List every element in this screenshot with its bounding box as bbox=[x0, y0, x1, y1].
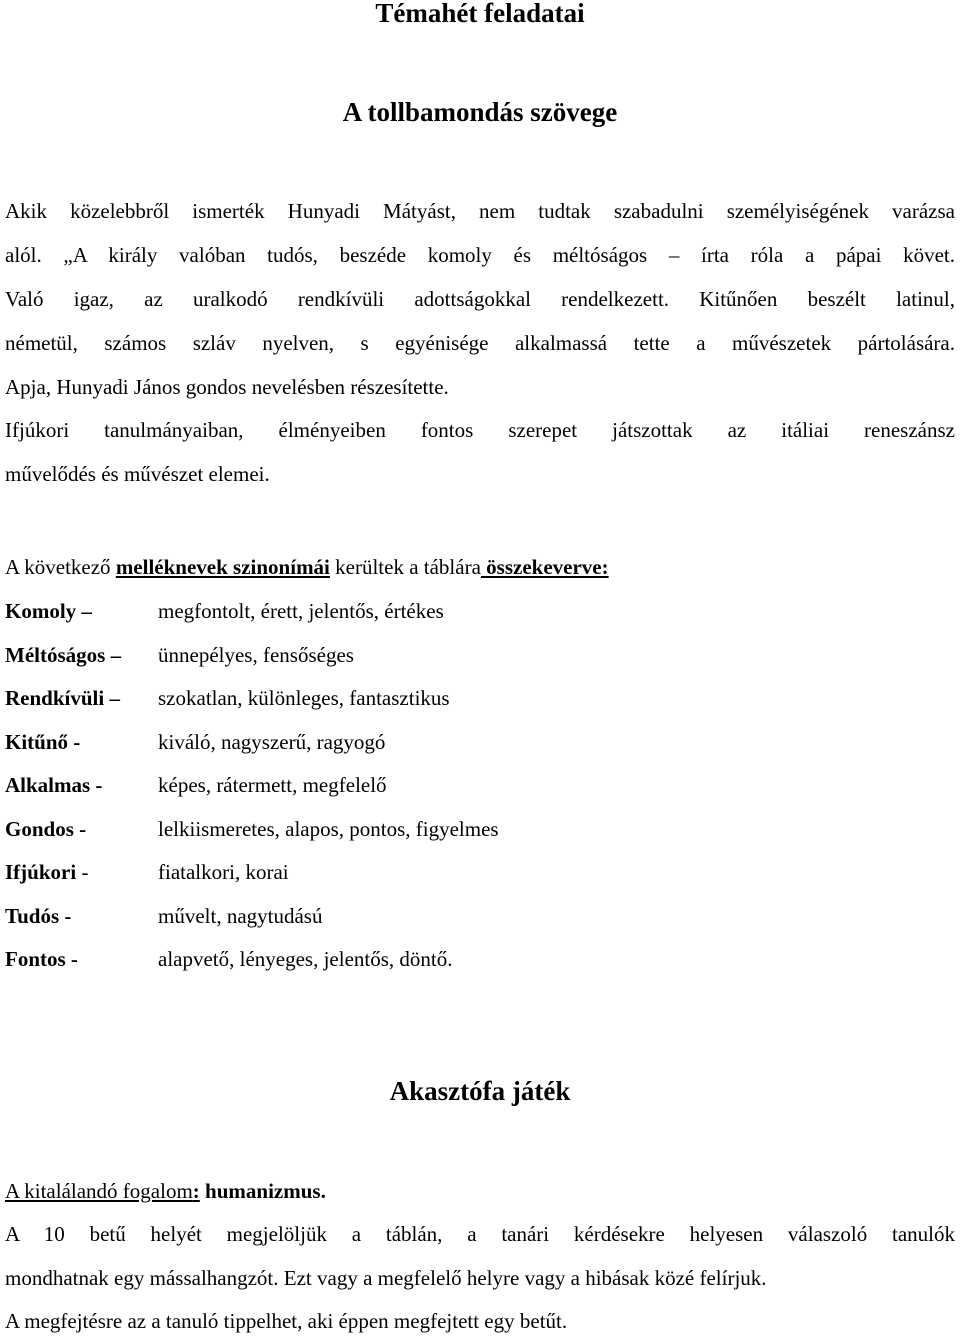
hangman-target bbox=[5, 1179, 326, 1204]
dictation-line: Ifjúkori tanulmányaiban, élményeiben fontos szerepet játszottak az itáliai reneszánsz bbox=[5, 418, 955, 442]
dictation-line: Való igaz, az uralkodó rendkívüli adottságokkal rendelkezett. Kitűnően beszélt latinul, bbox=[5, 287, 955, 311]
synonym-term: Alkalmas - bbox=[5, 773, 103, 797]
page-title: Témahét feladatai bbox=[375, 0, 585, 28]
synonym-term: Méltóságos – bbox=[5, 643, 122, 667]
synonym-term: Tudós - bbox=[5, 904, 72, 928]
hangman-target-label: A kitalálandó fogalom bbox=[5, 1179, 193, 1203]
synonyms-intro-emphasis: melléknevek szinonímái bbox=[115, 555, 330, 579]
synonyms-intro-emphasis: összekeverve: bbox=[480, 555, 609, 579]
synonym-term: Komoly – bbox=[5, 599, 92, 623]
synonyms-intro-text: kerültek a táblára bbox=[329, 555, 481, 579]
hangman-rule-line: mondhatnak egy mássalhangzót. Ezt vagy a megfelelő helyre vagy a hibásak közé felírjuk. bbox=[5, 1266, 767, 1290]
dictation-line: Akik közelebbről ismerték Hunyadi Mátyást, nem tudtak szabadulni személyiségének varázsa bbox=[5, 199, 955, 223]
dictation-line: alól. „A király valóban tudós, beszéde komoly és méltóságos – írta róla a pápai követ. bbox=[5, 243, 955, 267]
synonym-term-row bbox=[5, 860, 88, 885]
synonym-words: művelt, nagytudású bbox=[158, 904, 323, 928]
dictation-line: művelődés és művészet elemei. bbox=[5, 462, 270, 486]
synonyms-intro bbox=[5, 555, 609, 580]
synonym-words: kiváló, nagyszerű, ragyogó bbox=[158, 730, 386, 754]
synonym-term: Ifjúkori bbox=[5, 860, 77, 884]
synonym-term-dash: - bbox=[76, 860, 89, 884]
hangman-rule-line: A megfejtésre az a tanuló tippelhet, aki éppen megfejtett egy betűt. bbox=[5, 1309, 568, 1333]
synonym-term: Gondos - bbox=[5, 817, 87, 841]
hangman-rule-line: A 10 betű helyét megjelöljük a táblán, a tanári kérdésekre helyesen válaszoló tanulók bbox=[5, 1222, 955, 1246]
hangman-target-colon: : bbox=[192, 1179, 200, 1203]
synonym-words: ünnepélyes, fensőséges bbox=[158, 643, 354, 667]
synonym-term: Fontos - bbox=[5, 947, 78, 971]
synonym-term: Kitűnő - bbox=[5, 730, 81, 754]
dictation-line: németül, számos szláv nyelven, s egyénisége alkalmassá tette a művészetek pártolására. bbox=[5, 331, 955, 355]
synonym-words: lelkiismeretes, alapos, pontos, figyelmes bbox=[158, 817, 499, 841]
synonyms-intro-text: A következő bbox=[5, 555, 116, 579]
dictation-line: Apja, Hunyadi János gondos nevelésben részesítette. bbox=[5, 375, 449, 399]
hangman-section-title: Akasztófa játék bbox=[389, 1076, 571, 1106]
synonym-words: alapvető, lényeges, jelentős, döntő. bbox=[158, 947, 453, 971]
synonym-term: Rendkívüli – bbox=[5, 686, 120, 710]
dictation-section-title: A tollbamondás szövege bbox=[342, 97, 618, 127]
synonym-words: képes, rátermett, megfelelő bbox=[158, 773, 387, 797]
synonym-words: megfontolt, érett, jelentős, értékes bbox=[158, 599, 444, 623]
hangman-answer: humanizmus. bbox=[199, 1179, 326, 1203]
synonym-words: fiatalkori, korai bbox=[158, 860, 289, 884]
synonym-words: szokatlan, különleges, fantasztikus bbox=[158, 686, 450, 710]
